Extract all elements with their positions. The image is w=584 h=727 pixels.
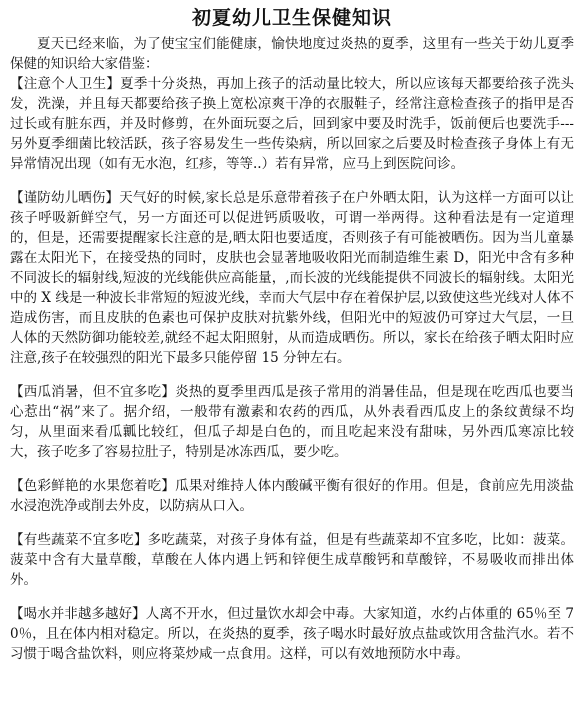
page-title: 初夏幼儿卫生保健知识	[191, 7, 392, 29]
divider	[10, 590, 574, 604]
section-body: 夏季十分炎热，再加上孩子的活动量比较大，所以应该每天都要给孩子洗头发，洗澡，并且每天都要给孩子换上宽松凉爽干净的衣服鞋子，经常注意检查孩子的指甲是否过长或有脏东西，并及时修剪，在外面玩耍之后，回到家中要及时洗手，饭前便后也要洗手---另外夏季细菌比较活跃，孩子容易发生一些传染病，所以回家之后要及时检查孩子身体上有无异常情况出现（如有无水泡，红疹，等等..）若有异常，应马上到医院问诊。	[10, 76, 575, 172]
section-watermelon	[10, 382, 574, 462]
section-heading: 【西瓜消暑，但不宜多吃】	[10, 384, 176, 400]
section-body: 炎热的夏季里西瓜是孩子常用的消暑佳品，但是现在吃西瓜也要当心惹出“祸”来了。据介绍，一般带有激素和农药的西瓜，从外表看西瓜皮上的条纹黄绿不均匀，从里面来看瓜瓤比较红，但瓜子却是白色的，而且吃起来没有甜味，另外西瓜寒凉比较大，孩子吃多了容易拉肚子，特别是冰冻西瓜，要少吃。	[10, 384, 575, 460]
section-vegetables	[10, 530, 574, 590]
divider	[10, 462, 574, 476]
section-personal-hygiene	[10, 74, 574, 174]
section-heading: 【谨防幼儿晒伤】	[10, 190, 120, 206]
section-body: 多吃蔬菜，对孩子身体有益，但是有些蔬菜却不宜多吃，比如：菠菜。菠菜中含有大量草酸，草酸在人体内遇上钙和锌便生成草酸钙和草酸锌，不易吸收而排出体外。	[10, 532, 574, 588]
section-water	[10, 604, 574, 664]
section-heading: 【有些蔬菜不宜多吃】	[10, 532, 148, 548]
divider	[10, 174, 574, 188]
section-heading: 【色彩鲜艳的水果您着吃】	[10, 478, 176, 494]
divider	[10, 516, 574, 530]
section-heading: 【注意个人卫生】	[10, 76, 121, 92]
section-heading: 【喝水并非越多越好】	[10, 606, 146, 622]
section-body: 瓜果对维持人体内酸碱平衡有很好的作用。但是，食前应先用淡盐水浸泡洗净或削去外皮，以防病从口入。	[10, 478, 575, 514]
section-body: 天气好的时候,家长总是乐意带着孩子在户外晒太阳，认为这样一方面可以让孩子呼吸新鲜空气，另一方面还可以促进钙质吸收，可谓一举两得。这种看法是有一定道理的，但是，还需要提醒家长注意的是,晒太阳也要适度，否则孩子有可能被晒伤。因为当儿童暴露在太阳光下，在接受热的同时，皮肤也会显著地吸收阳光而制造维生素 D，阳光中含有多种不同波长的辐射线,短波的光线能供应高能量，,而长波的光线能提供不同波长的辐射线。太阳光中的 X 线是一种波长非常短的短波光线，幸而大气层中存在着保护层,以致使这些光线对人体不造成伤害，而且皮肤的色素也可保护皮肤对抗紫外线，但阳光中的短波仍可穿过大气层，一旦人体的天然防御功能较差,就经不起太阳照射，从而造成晒伤。所以，家长在给孩子晒太阳时应注意,孩子在较强烈的阳光下最多只能停留 15 分钟左右。	[10, 190, 575, 366]
divider	[10, 368, 574, 382]
intro-paragraph: 夏天已经来临，为了使宝宝们能健康，愉快地度过炎热的夏季，这里有一些关于幼儿夏季保健的知识给大家借鉴：	[10, 36, 574, 72]
section-fruit	[10, 476, 574, 516]
section-body: 人离不开水，但过量饮水却会中毒。大家知道，水约占体重的 65％至 70％，且在体内相对稳定。所以，在炎热的夏季，孩子喝水时最好放点盐或饮用含盐汽水。若不习惯于喝含盐饮料，则应将菜炒咸一点食用。这样，可以有效地预防水中毒。	[10, 606, 574, 662]
section-sunburn	[10, 188, 574, 368]
